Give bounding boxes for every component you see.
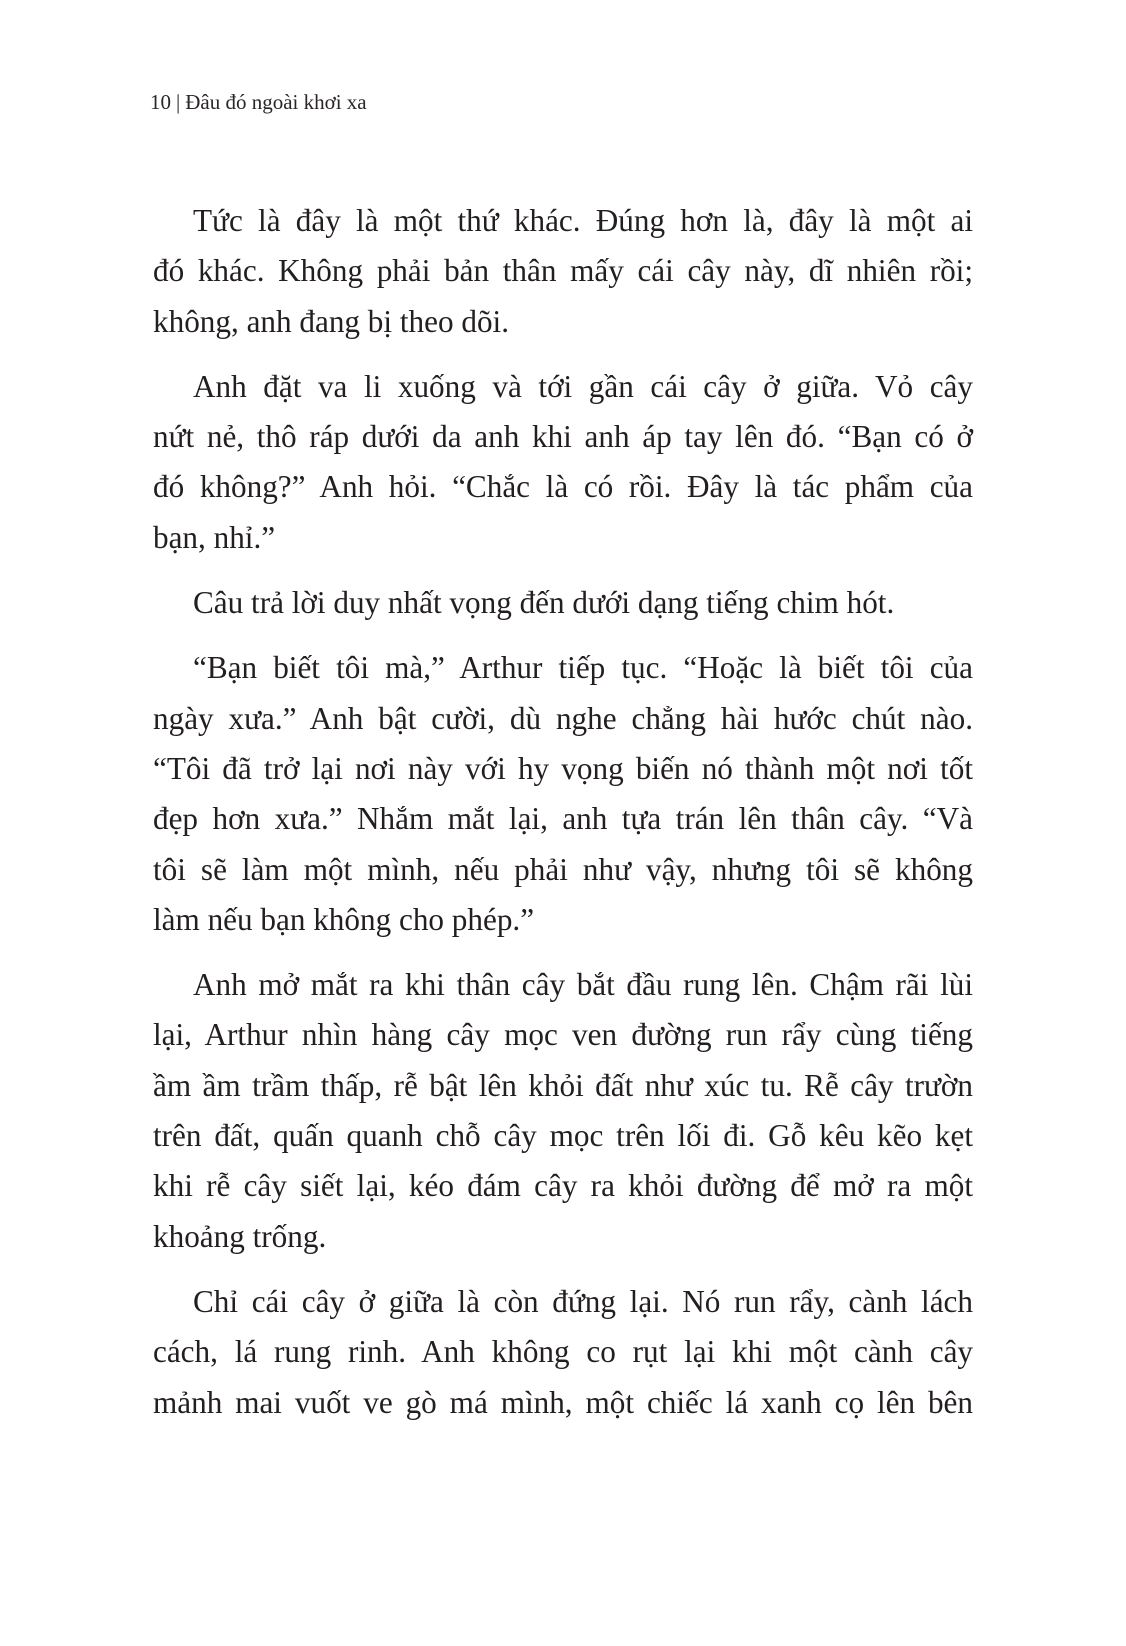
text-line: Anh đặt va li xuống và tới gần cái cây ở giữa. Vỏ cây [193,368,973,404]
text-line: tôi sẽ làm một mình, nếu phải như vậy, nhưng tôi sẽ không [153,851,973,887]
paragraph-1 [153,196,973,347]
text-line: trên đất, quấn quanh chỗ cây mọc trên lối đi. Gỗ kêu kẽo kẹt [153,1118,973,1154]
text-line: cách, lá rung rinh. Anh không co rụt lại khi một cành cây [153,1334,973,1370]
paragraph-5 [153,960,973,1262]
text-line: không, anh đang bị theo dõi. [153,303,510,339]
paragraph-3 [153,578,973,628]
text-line: Tức là đây là một thứ khác. Đúng hơn là, đây là một ai [193,203,973,238]
text-line: “Bạn biết tôi mà,” Arthur tiếp tục. “Hoặc là biết tôi của [193,650,973,686]
page-number: 10 [150,90,171,114]
paragraph-4 [153,643,973,945]
text-line: ngày xưa.” Anh bật cười, dù nghe chẳng hài hước chút nào. [153,700,973,736]
text-line: đẹp hơn xưa.” Nhắm mắt lại, anh tựa trán lên thân cây. “Và [153,801,973,837]
running-head [150,88,367,116]
running-head-separator: | [176,90,181,114]
paragraph-2 [153,362,973,563]
body-text [153,196,973,1443]
text-line: bạn, nhỉ.” [153,519,276,555]
book-title: Đâu đó ngoài khơi xa [185,90,367,114]
text-line: khi rễ cây siết lại, kéo đám cây ra khỏi đường để mở ra một [153,1168,973,1204]
text-line: làm nếu bạn không cho phép.” [153,901,535,937]
text-line: “Tôi đã trở lại nơi này với hy vọng biến nó thành một nơi tốt [153,750,973,786]
text-line: Anh mở mắt ra khi thân cây bắt đầu rung lên. Chậm rãi lùi [193,967,973,1003]
text-line: ầm ầm trầm thấp, rễ bật lên khỏi đất như xúc tu. Rễ cây trườn [153,1067,973,1103]
text-line: khoảng trống. [153,1218,327,1254]
text-line: Chỉ cái cây ở giữa là còn đứng lại. Nó run rẩy, cành lách [193,1283,973,1319]
text-line: Câu trả lời duy nhất vọng đến dưới dạng tiếng chim hót. [193,585,895,621]
text-line: lại, Arthur nhìn hàng cây mọc ven đường run rẩy cùng tiếng [153,1017,973,1053]
text-line: đó khác. Không phải bản thân mấy cái cây này, dĩ nhiên rồi; [153,253,973,289]
text-line: mảnh mai vuốt ve gò má mình, một chiếc lá xanh cọ lên bên [153,1384,973,1420]
text-line: đó không?” Anh hỏi. “Chắc là có rồi. Đây là tác phẩm của [153,469,973,505]
text-line: nứt nẻ, thô ráp dưới da anh khi anh áp tay lên đó. “Bạn có ở [153,419,973,455]
paragraph-6 [153,1277,973,1428]
